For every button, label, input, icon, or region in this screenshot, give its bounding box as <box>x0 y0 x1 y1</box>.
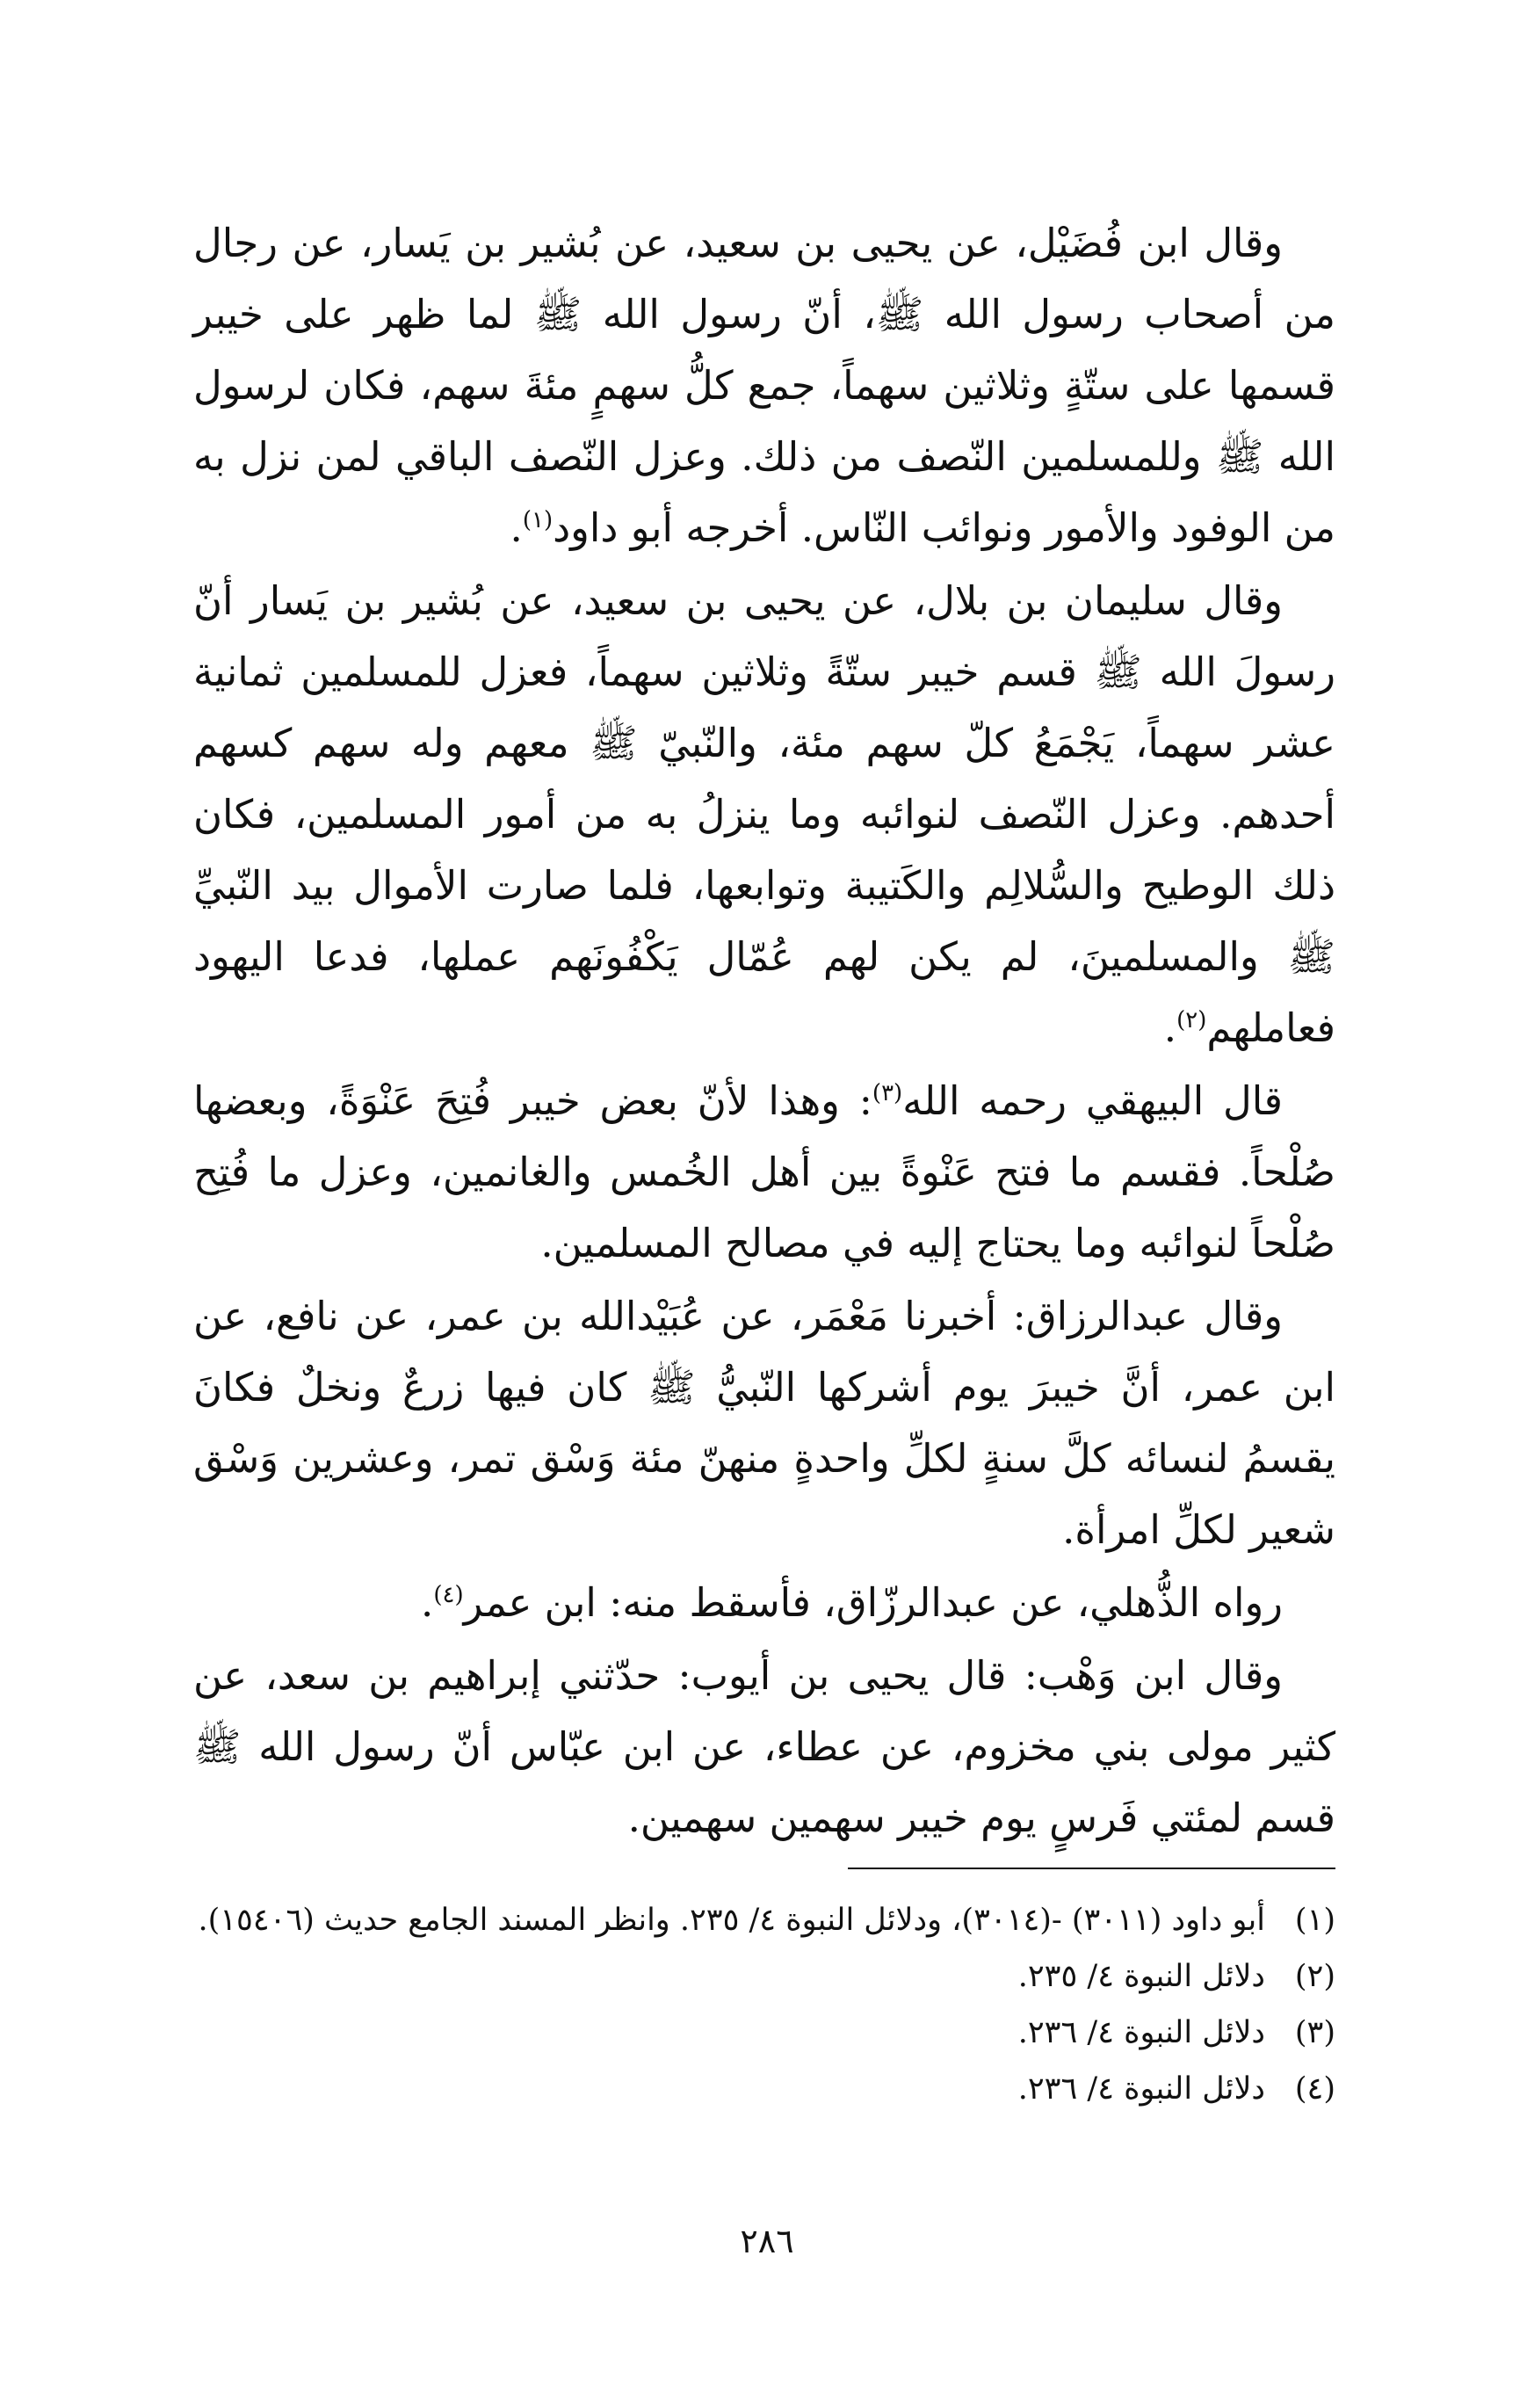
paragraph-3 <box>193 1065 1335 1279</box>
paragraph-5-text: رواه الذُّهلي، عن عبدالرزّاق، فأسقط منه: ابن عمر <box>463 1579 1283 1626</box>
footnote-number: (٢) <box>1294 1959 1335 1994</box>
page-number: ٢٨٦ <box>740 2222 794 2260</box>
paragraph-1 <box>193 207 1335 563</box>
paragraph-3-lead: قال البيهقي رحمه الله <box>902 1077 1283 1124</box>
footnote-number: (١) <box>1294 1903 1335 1938</box>
sentence-end: . <box>421 1579 434 1626</box>
sentence-end: . <box>510 504 523 551</box>
paragraph-4-text: وقال عبدالرزاق: أخبرنا مَعْمَر، عن عُبَيْدالله بن عمر، عن نافع، عن ابن عمر، أنَّ خيبرَ يوم أشركها النّبيُّ ﷺ كان فيها زرعٌ ونخلٌ فكانَ يقسمُ لنسائه كلَّ سنةٍ لكلِّ واحدةٍ منهنّ مئة وَسْق تمر، وعشرين وَسْق شعير لكلِّ امرأة. <box>193 1293 1335 1553</box>
paragraph-1-text: وقال ابن فُضَيْل، عن يحيى بن سعيد، عن بُشير بن يَسار، عن رجال من أصحاب رسول الله ﷺ، أنّ رسول الله ﷺ لما ظهر على خيبر قسمها على ستّةٍ وثلاثين سهماً، جمع كلُّ سهمٍ مئةَ سهم، فكان لرسول الله ﷺ وللمسلمين النّصف من ذلك. وعزل النّصف الباقي لمن نزل به من الوفود والأمور ونوائب النّاس. أخرجه أبو داود <box>193 220 1335 551</box>
sentence-end: . <box>1163 1005 1177 1051</box>
footnote-divider <box>848 1868 1335 1869</box>
footnote-4 <box>193 2061 1335 2117</box>
paragraph-4 <box>193 1280 1335 1565</box>
paragraph-3-text: : وهذا لأنّ بعض خيبر فُتِحَ عَنْوَةً، وبعضها صُلْحاً. فقسم ما فتح عَنْوةً بين أهل الخُمس والغانمين، وعزل ما فُتِح صُلْحاً لنوائبه وما يحتاج إليه في مصالح المسلمين. <box>193 1077 1335 1266</box>
footnote-3 <box>193 2005 1335 2061</box>
footnote-ref-1: (١) <box>522 507 554 533</box>
footnotes <box>193 1892 1335 2117</box>
paragraph-6-text: وقال ابن وَهْب: قال يحيى بن أيوب: حدّثني إبراهيم بن سعد، عن كثير مولى بني مخزوم، عن عطاء، عن ابن عبّاس أنّ رسول الله ﷺ قسم لمئتي فَرسٍ يوم خيبر سهمين سهمين. <box>193 1652 1335 1841</box>
paragraph-2-text: وقال سليمان بن بلال، عن يحيى بن سعيد، عن بُشير بن يَسار أنّ رسولَ الله ﷺ قسم خيبر ستّةً وثلاثين سهماً، فعزل للمسلمين ثمانية عشر سهماً، يَجْمَعُ كلّ سهم مئة، والنّبيّ ﷺ معهم وله سهم كسهم أحدهم. وعزل النّصف لنوائبه وما ينزلُ به من أمور المسلمين، فكان ذلك الوطيح والسُّلالِم والكَتيبة وتوابعها، فلما صارت الأموال بيد النّبيِّ ﷺ والمسلمينَ، لم يكن لهم عُمّال يَكْفُونَهم عملها، فدعا اليهود فعاملهم <box>193 577 1335 1051</box>
paragraph-5 <box>193 1567 1335 1638</box>
footnote-1 <box>193 1892 1335 1948</box>
footnote-ref-3: (٣) <box>872 1080 903 1106</box>
paragraph-6 <box>193 1640 1335 1853</box>
footnote-ref-2: (٢) <box>1176 1007 1207 1034</box>
footnote-2 <box>193 1948 1335 2005</box>
main-text <box>193 207 1335 1855</box>
footnote-text: أبو داود (٣٠١١) -(٣٠١٤)، ودلائل النبوة ٤/ ٢٣٥. وانظر المسند الجامع حديث (١٥٤٠٦). <box>198 1903 1265 1938</box>
footnote-text: دلائل النبوة ٤/ ٢٣٦. <box>1017 2071 1265 2107</box>
footnote-ref-4: (٤) <box>433 1582 464 1608</box>
footnote-number: (٣) <box>1294 2015 1335 2050</box>
footnote-text: دلائل النبوة ٤/ ٢٣٦. <box>1017 2015 1265 2050</box>
footnote-number: (٤) <box>1294 2071 1335 2107</box>
footnote-text: دلائل النبوة ٤/ ٢٣٥. <box>1017 1959 1265 1994</box>
paragraph-2 <box>193 565 1335 1063</box>
